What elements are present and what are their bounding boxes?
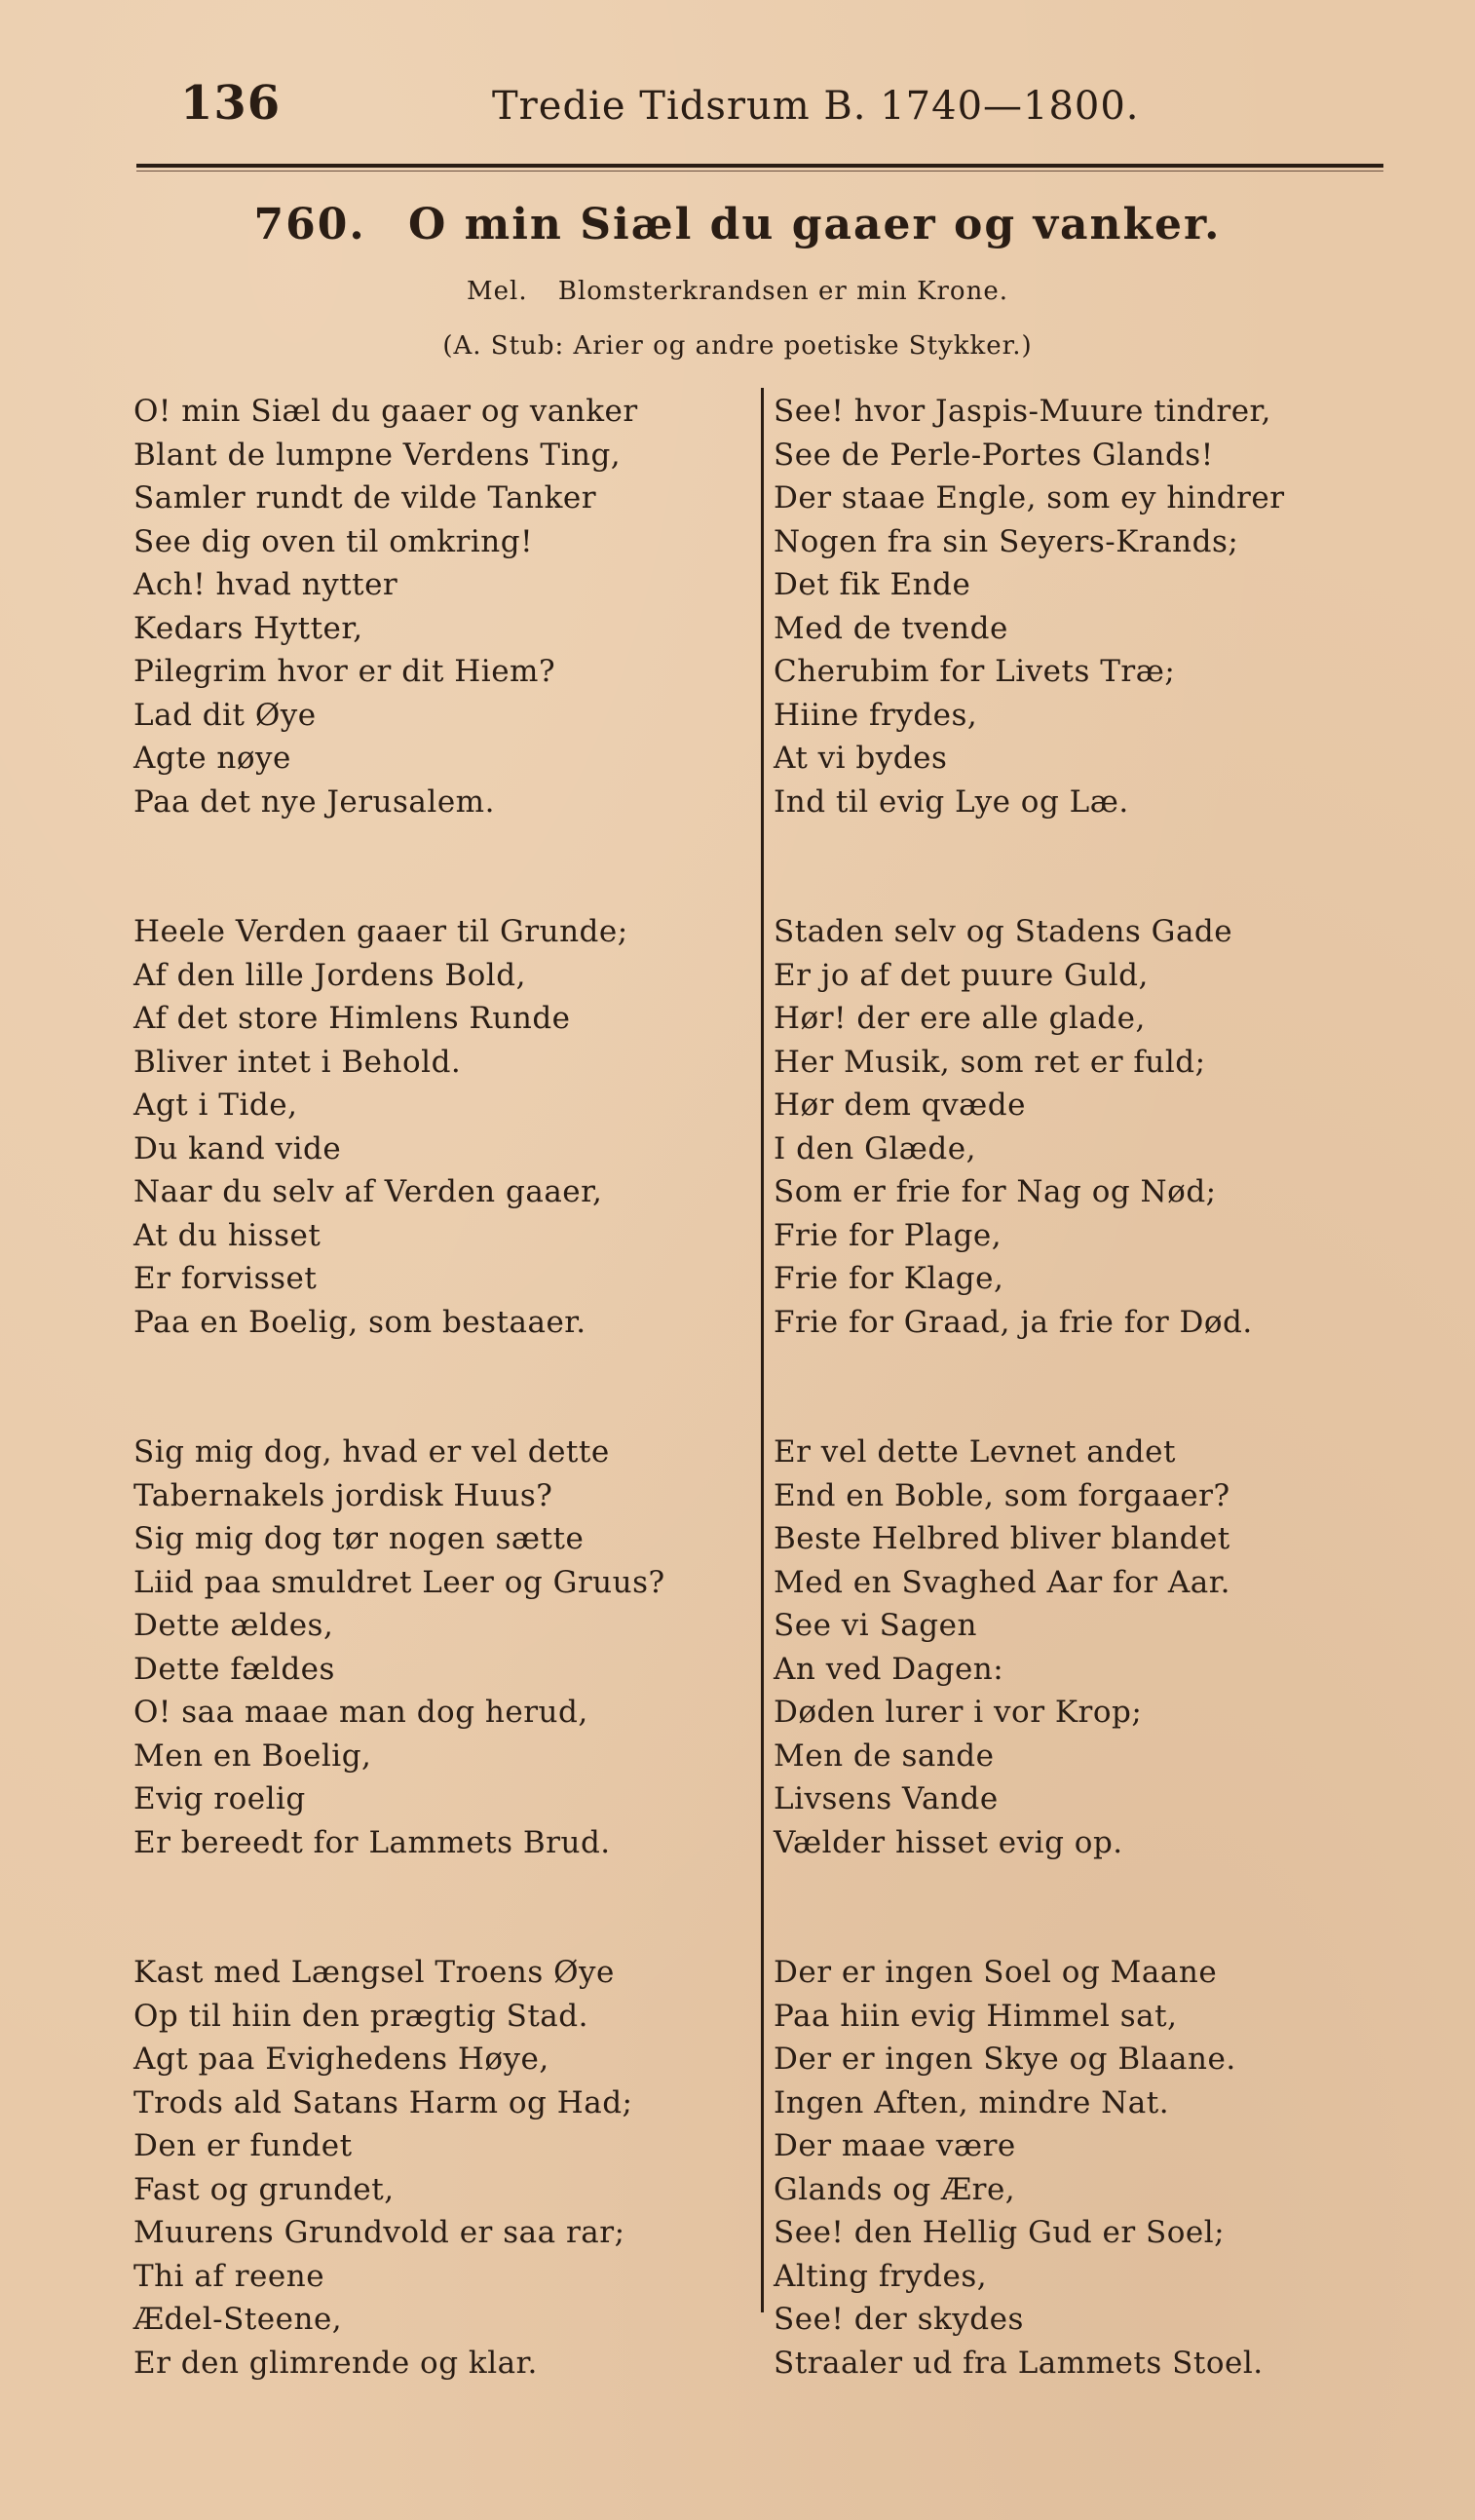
verse-line: Naar du selv af Verden gaaer, (133, 1174, 603, 1209)
column-divider (761, 388, 764, 2312)
verse-line: Kast med Længsel Troens Øye (133, 1955, 615, 1990)
verse-line: Thi af reene (133, 2258, 325, 2294)
verse-line: Frie for Klage, (774, 1261, 1004, 1296)
verse-line: Er den glimrende og klar. (133, 2345, 538, 2381)
verse-line: Der er ingen Skye og Blaane. (774, 2042, 1236, 2077)
verse-line: See vi Sagen (774, 1608, 977, 1643)
verse-line: See de Perle-Portes Glands! (774, 437, 1214, 473)
verse-line: Den er fundet (133, 2128, 353, 2163)
verse-line: Er jo af det puure Guld, (774, 957, 1149, 993)
verse-line: Dette fældes (133, 1651, 335, 1687)
verse-line: Op til hiin den prægtig Stad. (133, 1998, 588, 2034)
verse-line: Her Musik, som ret er fuld; (774, 1044, 1206, 1080)
verse-line: Hør! der ere alle glade, (774, 1001, 1146, 1036)
verse-line: Hiine frydes, (774, 697, 978, 733)
verse-line: Evig roelig (133, 1781, 306, 1816)
verse-line: An ved Dagen: (774, 1651, 1004, 1687)
verse-line: Er vel dette Levnet andet (774, 1434, 1176, 1470)
verse-line: Er bereedt for Lammets Brud. (133, 1824, 611, 1860)
verse-line: O! saa maae man dog herud, (133, 1695, 588, 1730)
melody-name: Blomsterkrandsen er min Krone. (557, 277, 1008, 306)
verse-line: Hør dem qvæde (774, 1088, 1026, 1123)
verse-line: At du hisset (133, 1217, 321, 1253)
song-heading (0, 200, 1475, 249)
melody-label: Mel. (467, 277, 528, 306)
verse-line: Paa hiin evig Himmel sat, (774, 1998, 1178, 2034)
verse-line: Nogen fra sin Seyers-Krands; (774, 523, 1239, 559)
right-column (774, 390, 1397, 2471)
verse-line: Med de tvende (774, 610, 1008, 646)
verse-line: Med en Svaghed Aar for Aar. (774, 1564, 1231, 1600)
verse-line: Paa en Boelig, som bestaaer. (133, 1304, 586, 1340)
verse-line: Men en Boelig, (133, 1737, 372, 1774)
verse-line: Agte nøye (133, 741, 291, 776)
stanza (133, 1951, 747, 2385)
melody-line (0, 277, 1475, 306)
verse-line: Liid paa smuldret Leer og Gruus? (133, 1564, 665, 1600)
verse-line: Vælder hisset evig op. (774, 1824, 1123, 1860)
verse-line: See dig oven til omkring! (133, 523, 534, 559)
verse-line: Samler rundt de vilde Tanker (133, 480, 597, 515)
verse-line: Døden lurer i vor Krop; (774, 1695, 1143, 1730)
stanza (133, 390, 747, 823)
verse-line: Kedars Hytter, (133, 610, 363, 646)
verse-line: Sig mig dog tør nogen sætte (133, 1521, 585, 1556)
verse-line: Beste Helbred bliver blandet (774, 1521, 1230, 1556)
verse-line: Livsens Vande (774, 1781, 999, 1816)
verse-line: Af det store Himlens Runde (133, 1001, 571, 1036)
verse-line: Der er ingen Soel og Maane (774, 1955, 1218, 1990)
verse-line: Frie for Plage, (774, 1217, 1002, 1253)
verse-line: O! min Siæl du gaaer og vanker (133, 394, 638, 429)
verse-line: Ingen Aften, mindre Nat. (774, 2084, 1170, 2120)
verse-line: Tabernakels jordisk Huus? (133, 1477, 553, 1513)
verse-line: Frie for Graad, ja frie for Død. (774, 1304, 1253, 1340)
verse-line: Trods ald Satans Harm og Had; (133, 2084, 633, 2120)
stanza (133, 1431, 747, 1864)
running-title: Tredie Tidsrum B. 1740—1800. (492, 84, 1140, 129)
verse-line: Er forvisset (133, 1261, 318, 1296)
verse-line: Blant de lumpne Verdens Ting, (133, 437, 622, 473)
verse-line: Du kand vide (133, 1130, 342, 1166)
verse-line: Ind til evig Lye og Læ. (774, 783, 1129, 820)
verse-line: Staden selv og Stadens Gade (774, 914, 1233, 949)
stanza (774, 1431, 1397, 1864)
verse-line: Bliver intet i Behold. (133, 1044, 462, 1080)
verse-line: Der staae Engle, som ey hindrer (774, 480, 1285, 515)
stanza (774, 1951, 1397, 2385)
verse-line: Agt i Tide, (133, 1088, 298, 1123)
stanza (774, 910, 1397, 1344)
page-number: 136 (180, 76, 282, 131)
verse-line: Ædel-Steene, (133, 2302, 343, 2337)
verse-line: Fast og grundet, (133, 2171, 395, 2207)
verse-line: See! den Hellig Gud er Soel; (774, 2215, 1226, 2250)
verse-line: Lad dit Øye (133, 697, 317, 733)
verse-line: Dette ældes, (133, 1608, 334, 1643)
verse-line: Der maae være (774, 2128, 1016, 2163)
verse-line: Sig mig dog, hvad er vel dette (133, 1434, 610, 1470)
song-title: O min Siæl du gaaer og vanker. (408, 200, 1222, 249)
verse-line: Af den lille Jordens Bold, (133, 957, 526, 993)
verse-line: Straaler ud fra Lammets Stoel. (774, 2345, 1264, 2381)
stanza (774, 390, 1397, 823)
left-column (133, 390, 747, 2471)
verse-line: Muurens Grundvold er saa rar; (133, 2215, 625, 2250)
verse-line: Glands og Ære, (774, 2171, 1016, 2207)
verse-line: I den Glæde, (774, 1130, 976, 1166)
verse-line: Heele Verden gaaer til Grunde; (133, 914, 628, 949)
verse-line: Paa det nye Jerusalem. (133, 783, 495, 820)
verse-line: Agt paa Evighedens Høye, (133, 2042, 549, 2077)
verse-line: At vi bydes (774, 741, 948, 776)
verse-line: Men de sande (774, 1737, 995, 1774)
verse-line: See! der skydes (774, 2302, 1024, 2337)
verse-line: Pilegrim hvor er dit Hiem? (133, 654, 556, 689)
header-rule (136, 164, 1383, 168)
running-head (180, 76, 1379, 144)
verse-line: End en Boble, som forgaaer? (774, 1477, 1230, 1513)
source-attribution: (A. Stub: Arier og andre poetiske Stykker.) (442, 331, 1033, 361)
verse-line: See! hvor Jaspis-Muure tindrer, (774, 394, 1271, 429)
verse-line: Det fik Ende (774, 567, 971, 602)
verse-line: Som er frie for Nag og Nød; (774, 1174, 1217, 1209)
verse-line: Alting frydes, (774, 2258, 988, 2294)
header-rule-thin (136, 171, 1383, 172)
stanza (133, 910, 747, 1344)
verse-line: Cherubim for Livets Træ; (774, 654, 1176, 689)
song-number: 760. (253, 200, 366, 249)
verse-line: Ach! hvad nytter (133, 567, 398, 602)
